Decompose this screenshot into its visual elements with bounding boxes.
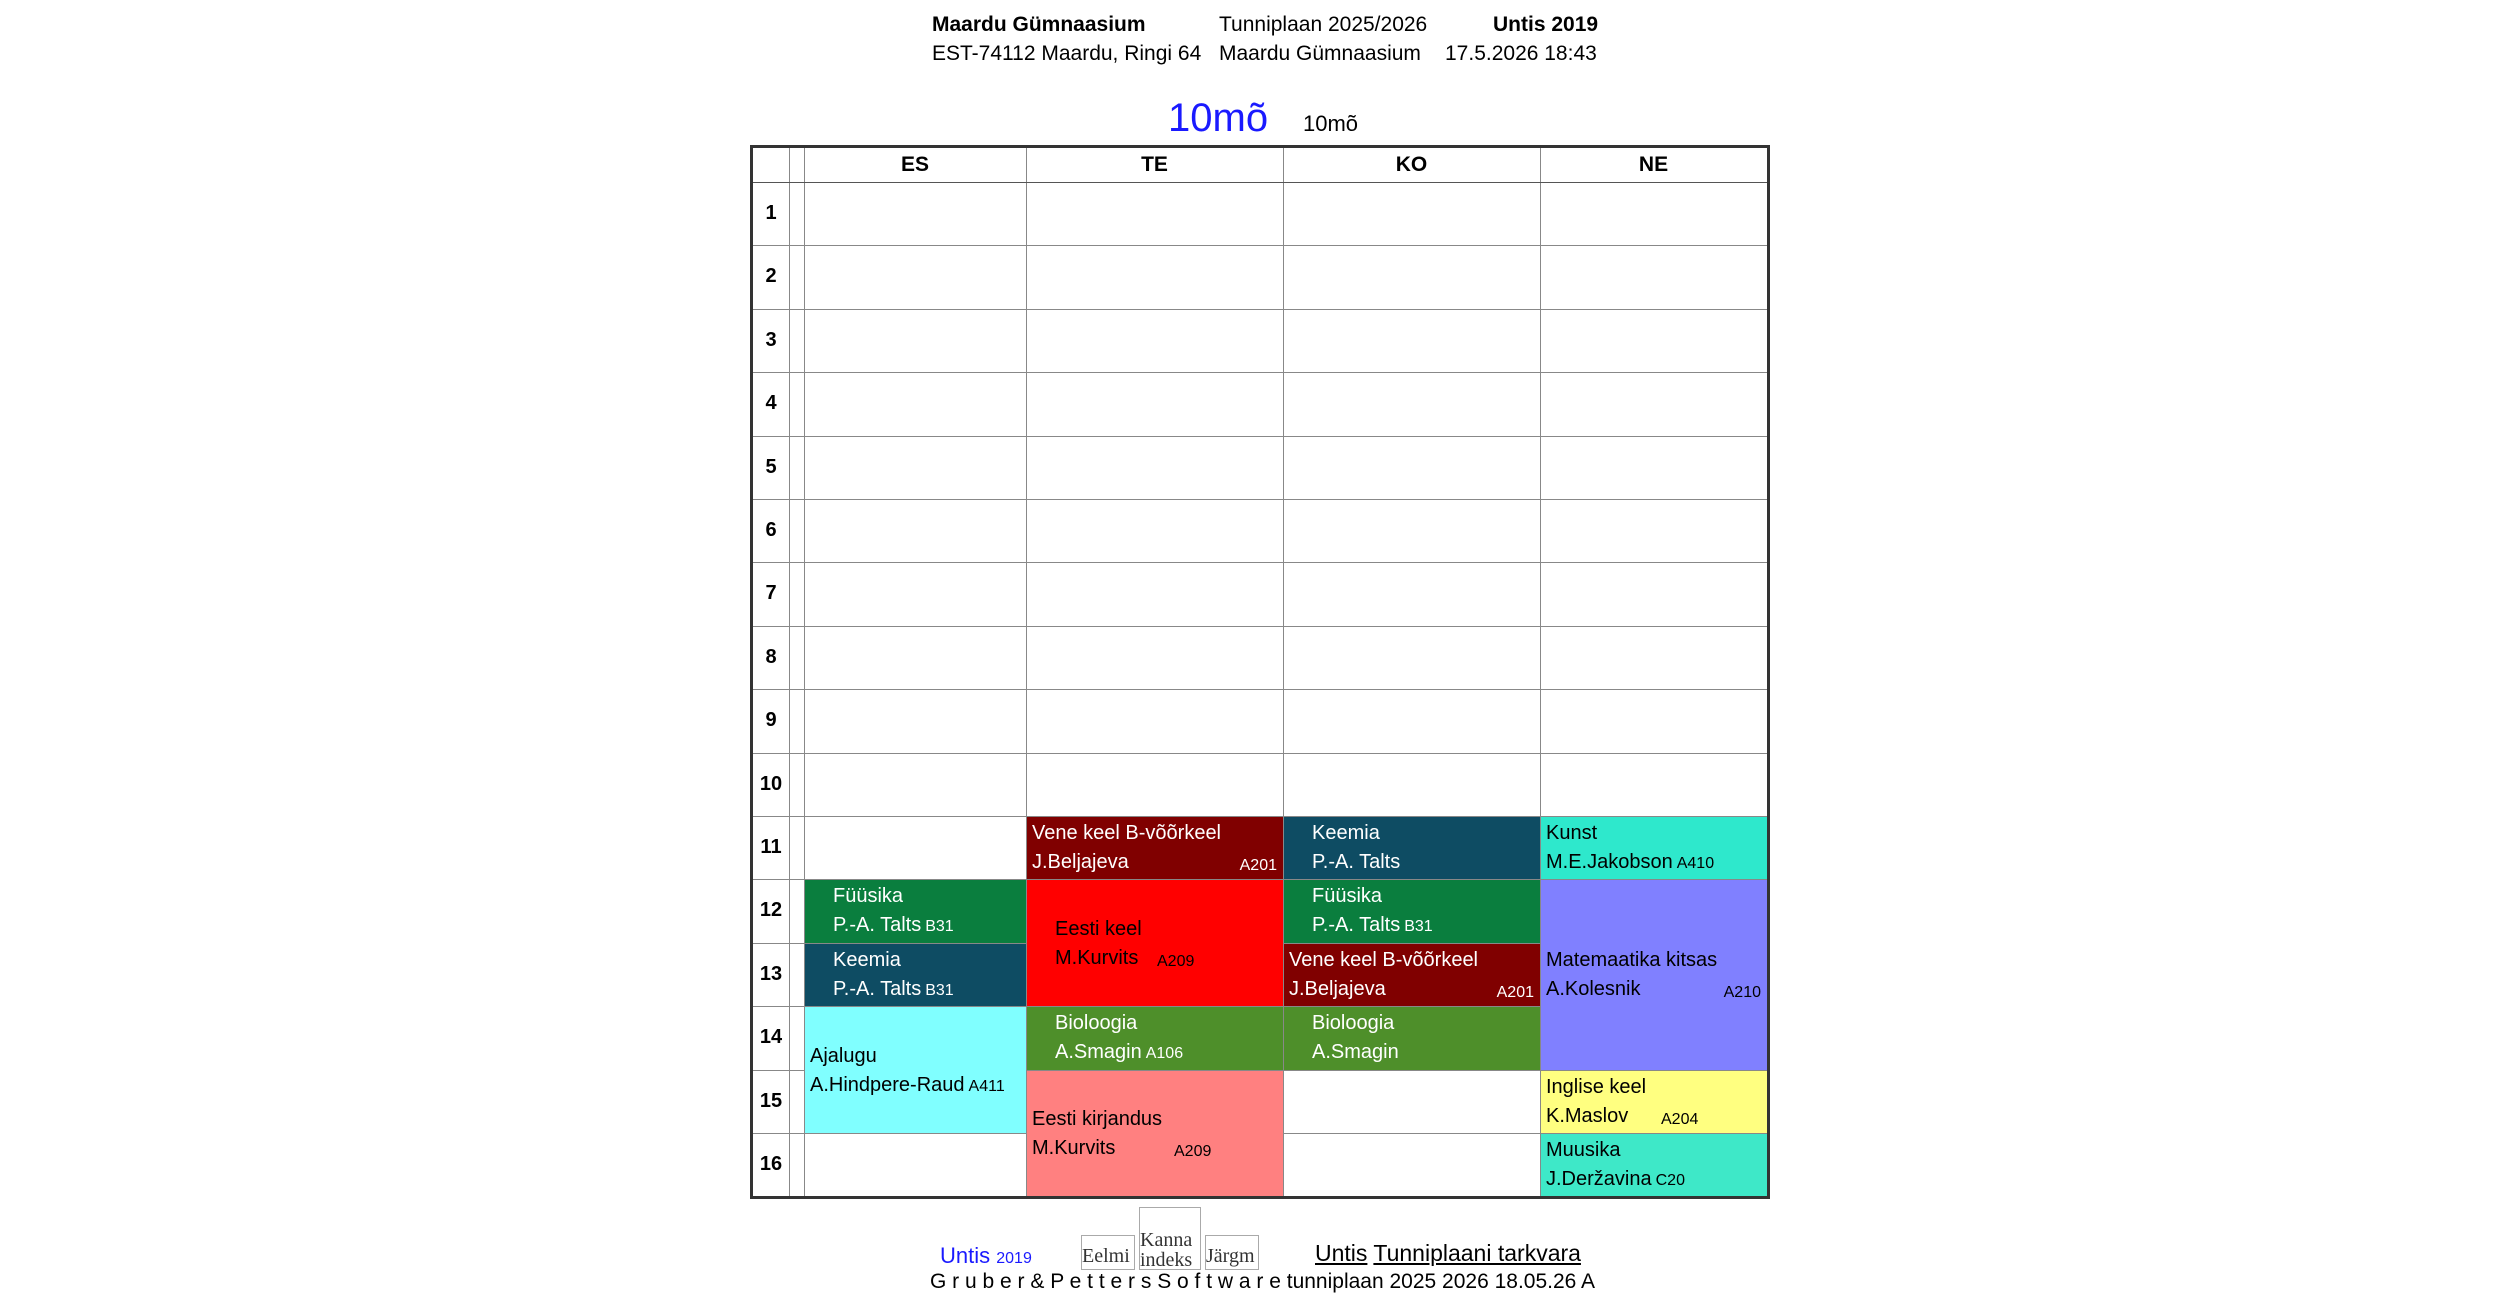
day-header-ne: NE	[1638, 153, 1669, 176]
lesson-block[interactable]	[1027, 1007, 1283, 1069]
period-number: 2	[765, 265, 777, 288]
lesson-block[interactable]	[1284, 817, 1540, 879]
lesson-subject: Inglise keel	[1546, 1075, 1647, 1098]
lesson-block[interactable]	[1541, 817, 1767, 879]
grid-period-line	[753, 309, 1767, 310]
lesson-subject: Füüsika	[1312, 885, 1383, 908]
grid-period-line	[753, 436, 1767, 437]
lesson-room: B31	[1404, 918, 1433, 936]
lesson-room: B31	[925, 918, 954, 936]
period-number: 12	[759, 899, 783, 922]
lesson-block[interactable]	[1284, 944, 1540, 1006]
lesson-room: A209	[1157, 952, 1195, 970]
lesson-subject: Vene keel B-võõrkeel	[1032, 822, 1222, 844]
lesson-subject: Keemia	[833, 948, 901, 971]
lesson-block[interactable]	[805, 944, 1026, 1006]
period-number: 14	[759, 1026, 783, 1049]
untis-logo-year: 2019	[996, 1250, 1032, 1267]
lesson-room: A204	[1661, 1110, 1699, 1128]
untis-logo-label: Untis	[940, 1243, 991, 1268]
lesson-room: A210	[1723, 984, 1761, 1002]
lesson-teacher: J.Deržavina C20	[1546, 1168, 1685, 1190]
footer-credit: G r u b e r & P e t t e r s S o f t w a r e tunniplaan 2025 2026 18.05.26 A	[930, 1270, 1596, 1293]
software-version: Untis 2019	[1493, 13, 1599, 36]
grid-period-line	[753, 372, 1767, 373]
lesson-block[interactable]	[1284, 1007, 1540, 1069]
lesson-teacher: P.-A. Talts	[1312, 851, 1401, 873]
lesson-subject: Eesti kirjandus	[1032, 1107, 1163, 1130]
lesson-teacher: K.Maslov	[1546, 1104, 1629, 1127]
class-subtitle: 10mõ	[1303, 111, 1359, 136]
period-number: 4	[765, 392, 777, 415]
lesson-teacher: P.-A. Talts B31	[833, 914, 954, 937]
timetable-software-link[interactable]: Tunniplaani tarkvara	[1373, 1240, 1581, 1266]
lesson-room: A411	[968, 1077, 1005, 1095]
footer-links	[1315, 1240, 1581, 1267]
grid-period-line	[753, 689, 1767, 690]
lesson-block[interactable]	[805, 1007, 1026, 1133]
lesson-subject: Kunst	[1546, 822, 1598, 844]
lesson-block[interactable]	[1541, 880, 1767, 1069]
grid-period-line	[753, 499, 1767, 500]
lesson-block[interactable]	[805, 880, 1026, 942]
lesson-block[interactable]	[1541, 1134, 1767, 1196]
period-number: 6	[765, 519, 777, 541]
lesson-subject: Bioloogia	[1055, 1012, 1138, 1035]
lesson-block[interactable]	[1541, 1071, 1767, 1133]
lesson-teacher: A.Kolesnik	[1546, 978, 1641, 1001]
lesson-room: A201	[1496, 983, 1534, 1001]
grid-header-line	[753, 182, 1767, 183]
lesson-room: A410	[1676, 855, 1715, 872]
lesson-teacher: M.Kurvits	[1055, 946, 1139, 969]
period-number: 5	[765, 455, 777, 478]
untis-logo[interactable]	[940, 1243, 1032, 1269]
lesson-room: A201	[1239, 857, 1277, 874]
period-number: 7	[765, 582, 777, 605]
lesson-block[interactable]	[1027, 880, 1283, 1006]
period-number: 3	[765, 328, 777, 351]
day-header-te: TE	[1141, 153, 1168, 176]
untis-link[interactable]: Untis	[1315, 1240, 1368, 1266]
period-number: 16	[759, 1153, 783, 1175]
period-number: 11	[760, 836, 782, 858]
lesson-subject: Keemia	[1312, 822, 1380, 844]
lesson-block[interactable]	[1027, 1071, 1283, 1197]
grid-vertical-line	[789, 148, 790, 1196]
lesson-subject: Eesti keel	[1055, 917, 1142, 940]
plan-title: Tunniplaan 2025/2026	[1219, 13, 1428, 36]
period-number: 13	[759, 962, 783, 985]
lesson-subject: Bioloogia	[1312, 1012, 1395, 1035]
lesson-subject: Muusika	[1546, 1139, 1621, 1161]
lesson-room: B31	[925, 981, 954, 999]
grid-period-line	[753, 753, 1767, 754]
lesson-subject: Vene keel B-võõrkeel	[1289, 948, 1479, 971]
lesson-teacher: A.Smagin	[1312, 1041, 1399, 1064]
lesson-teacher: A.Smagin A106	[1055, 1041, 1184, 1064]
period-number: 15	[759, 1089, 783, 1112]
lesson-teacher: M.E.Jakobson A410	[1546, 851, 1715, 873]
grid-period-line	[753, 626, 1767, 627]
print-timestamp: 17.5.2026 18:43	[1445, 42, 1597, 65]
lesson-teacher: A.Hindpere-Raud A411	[810, 1073, 1005, 1096]
lesson-block[interactable]	[1027, 817, 1283, 879]
lesson-room: A106	[1145, 1045, 1184, 1063]
next-page-image[interactable]: Järgm	[1205, 1235, 1259, 1270]
day-header-es: ES	[900, 153, 929, 176]
lesson-room: C20	[1655, 1172, 1685, 1189]
plan-school: Maardu Gümnaasium	[1219, 42, 1421, 65]
lesson-room: A209	[1174, 1142, 1212, 1160]
timetable-grid	[750, 145, 1770, 1199]
lesson-subject: Ajalugu	[810, 1044, 877, 1067]
period-number: 9	[765, 709, 777, 732]
lesson-teacher: J.Beljajeva	[1032, 851, 1129, 873]
school-name: Maardu Gümnaasium	[932, 13, 1146, 36]
grid-period-line	[753, 562, 1767, 563]
lesson-teacher: P.-A. Talts B31	[833, 977, 954, 1000]
lesson-subject: Matemaatika kitsas	[1546, 949, 1718, 972]
grid-period-line	[753, 245, 1767, 246]
lesson-teacher: M.Kurvits	[1032, 1136, 1116, 1159]
previous-page-image[interactable]: Eelmi	[1081, 1235, 1135, 1270]
period-number: 1	[765, 202, 777, 224]
period-number: 10	[759, 772, 783, 795]
index-page-image[interactable]: Kanna indeks	[1139, 1207, 1201, 1270]
period-number: 8	[765, 645, 777, 668]
lesson-subject: Füüsika	[833, 885, 904, 908]
school-address: EST-74112 Maardu, Ringi 64	[932, 42, 1202, 65]
day-header-ko: KO	[1395, 153, 1428, 176]
lesson-teacher: J.Beljajeva	[1289, 977, 1386, 1000]
lesson-block[interactable]	[1284, 880, 1540, 942]
class-title: 10mõ	[1168, 96, 1269, 140]
lesson-teacher: P.-A. Talts B31	[1312, 914, 1433, 937]
